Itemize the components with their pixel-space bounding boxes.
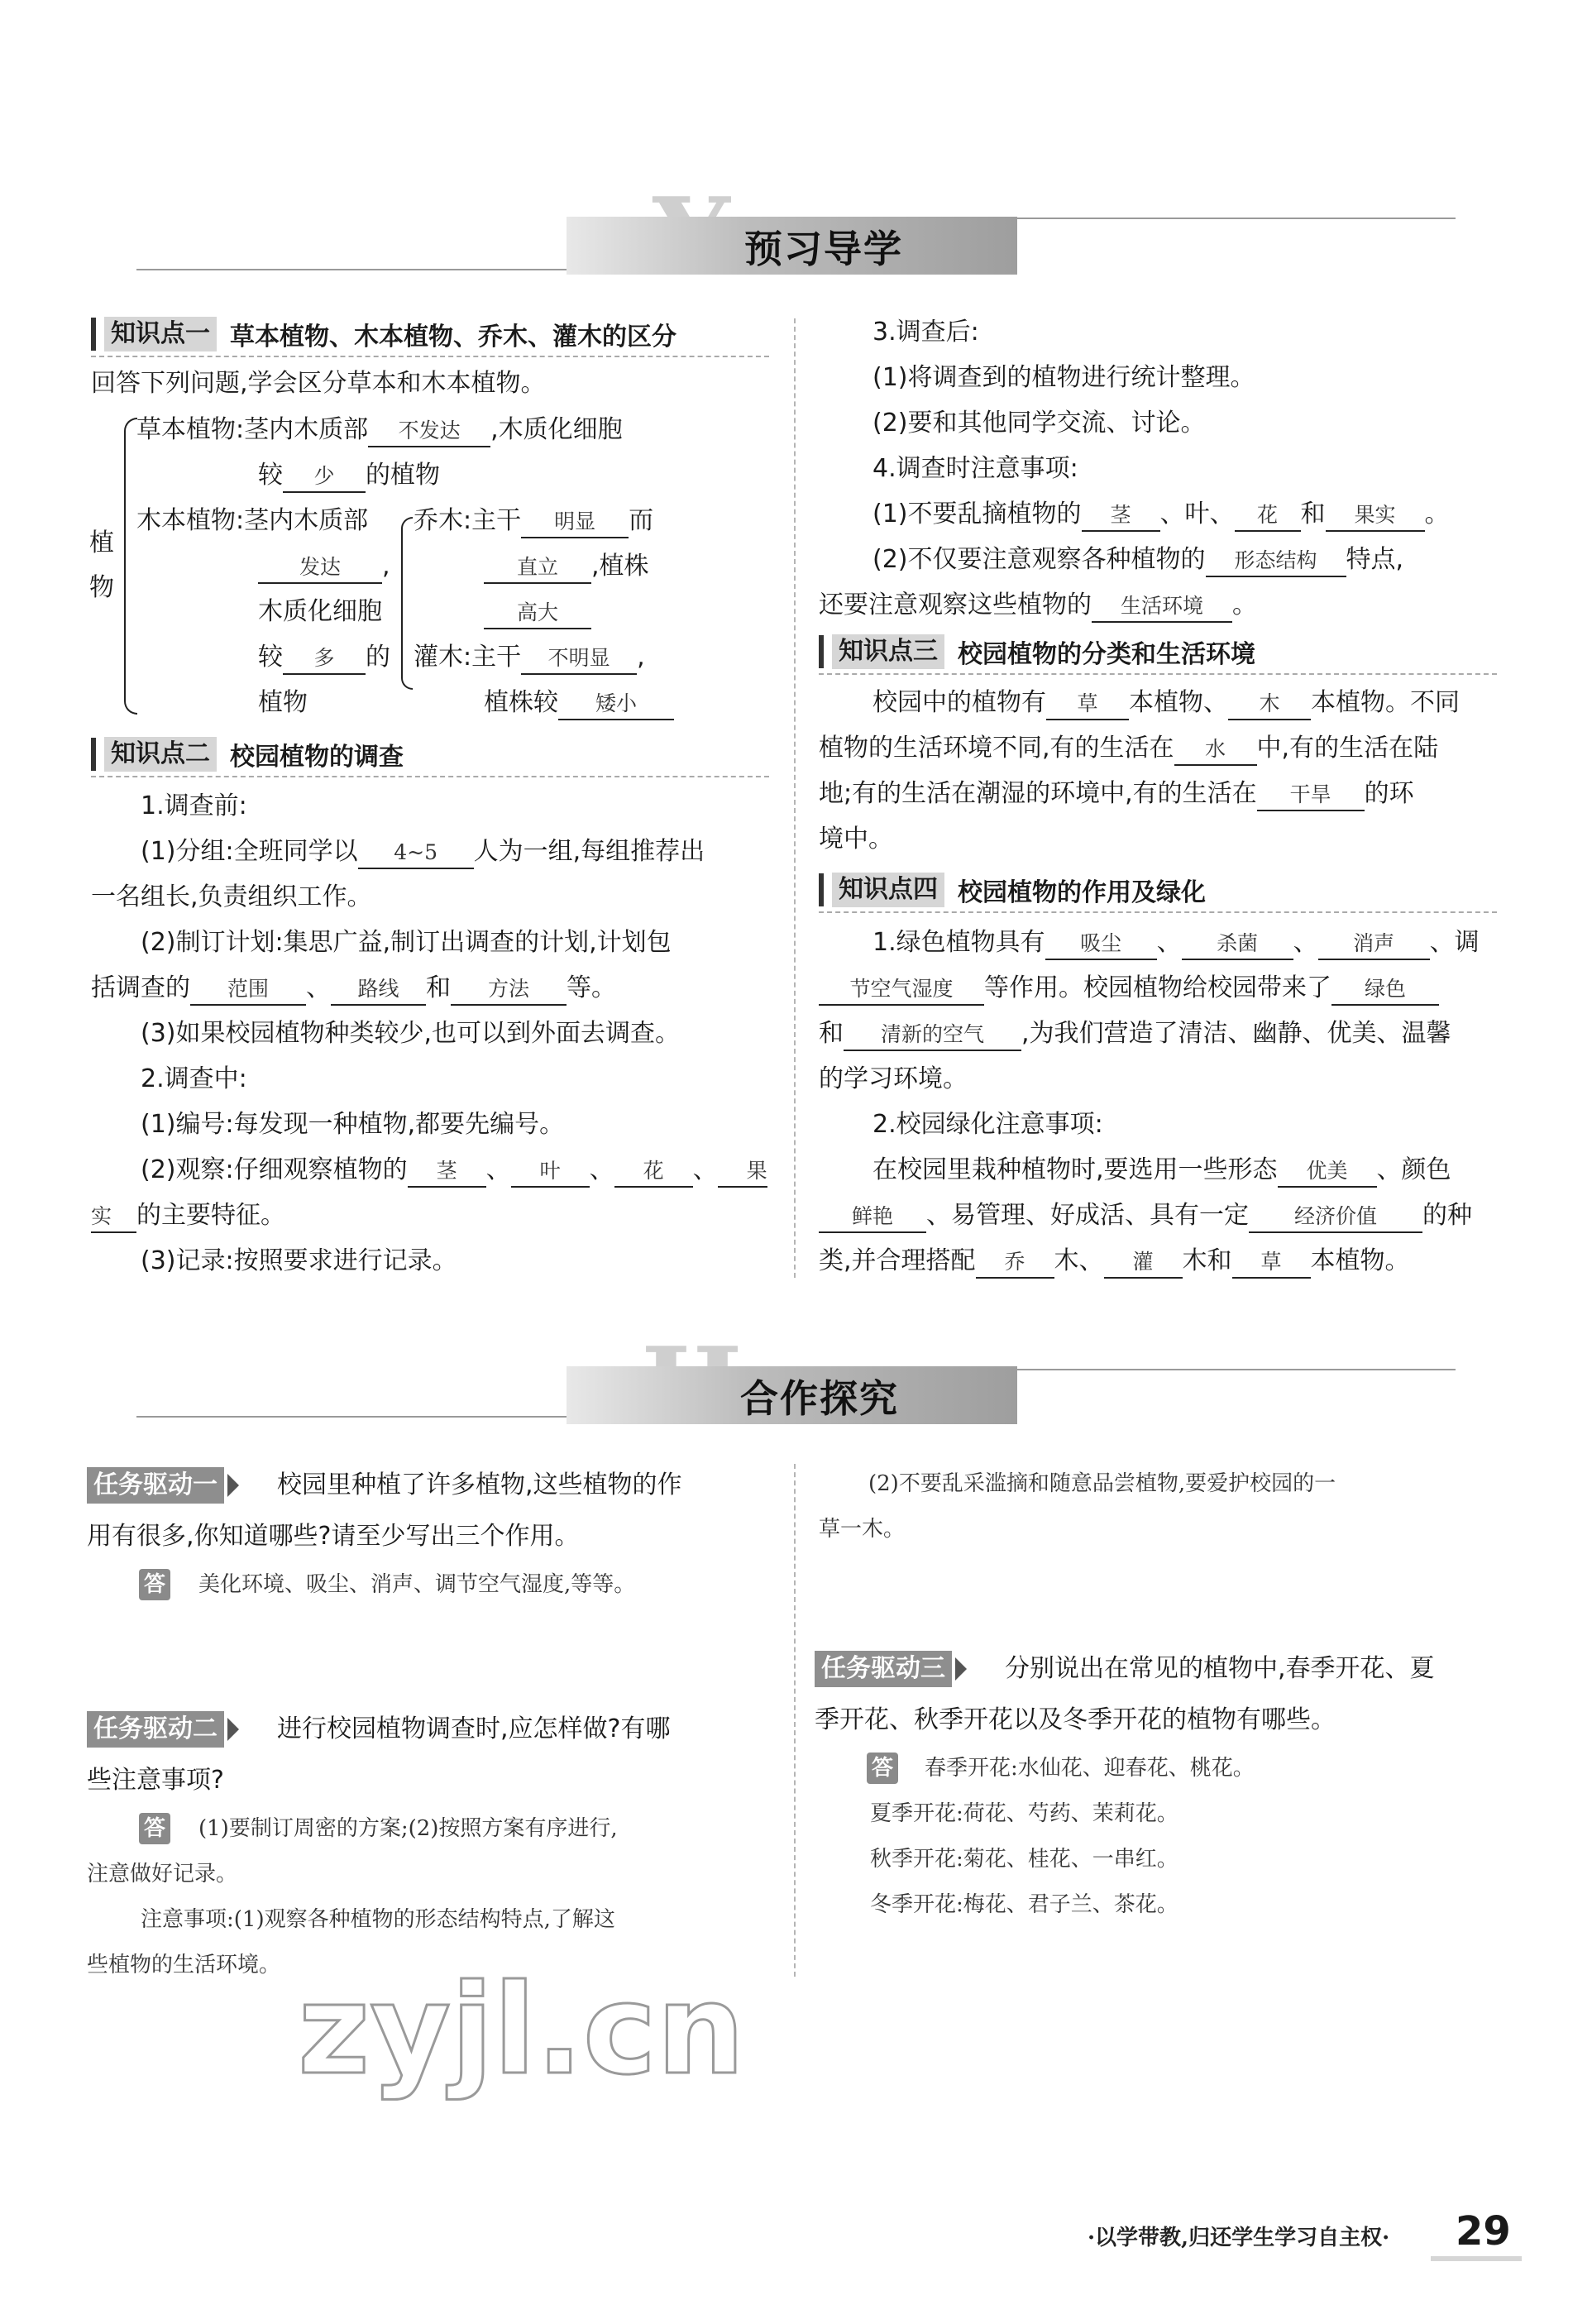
kp2-s2a: (1)编号:每发现一种植物,都要先编号。 bbox=[141, 1110, 565, 1139]
survey-notes-1: (1)不要乱摘植物的 茎 、叶、 花 和 果实 。 bbox=[872, 498, 1450, 532]
tree-line3: 高大 bbox=[484, 595, 591, 629]
kp-tag: 知识点三 bbox=[832, 634, 944, 669]
task-2-header bbox=[87, 1710, 239, 1748]
section-title-coop: 合作探究 bbox=[740, 1376, 899, 1421]
task-2-question-1: 进行校园植物调查时,应怎样做?有哪 bbox=[277, 1714, 671, 1743]
task-1-header bbox=[87, 1466, 239, 1504]
section-line-left bbox=[136, 1416, 567, 1418]
kp-title: 校园植物的分类和生活环境 bbox=[958, 640, 1255, 669]
column-divider-top bbox=[794, 318, 796, 1278]
kp2-s1b: (2)制订计划:集思广益,制订出调查的计划,计划包 bbox=[141, 928, 672, 957]
knowledge-point-1-header bbox=[91, 316, 676, 352]
kp2-s1c: (3)如果校园植物种类较少,也可以到外面去调查。 bbox=[141, 1019, 681, 1048]
column-divider-bottom bbox=[794, 1464, 796, 1977]
kp2-s2b: (2)观察:仔细观察植物的 茎 、 叶 、 花 、 果 bbox=[141, 1154, 767, 1188]
task-2-answer-4: 些植物的生活环境。 bbox=[87, 1953, 281, 1977]
task-2-answer-1: (1)要制订周密的方案;(2)按照方案有序进行, bbox=[198, 1816, 618, 1841]
kp1-intro: 回答下列问题,学会区分草本和木本植物。 bbox=[91, 369, 546, 398]
kp-tag: 知识点二 bbox=[104, 737, 217, 772]
survey-notes-2: (2)不仅要注意观察各种植物的 形态结构 特点, bbox=[872, 543, 1403, 577]
kp4-line4: 的学习环境。 bbox=[819, 1064, 968, 1093]
kp3-line1: 校园中的植物有 草 本植物、 木 本植物。不同 bbox=[872, 686, 1460, 720]
knowledge-point-4-header bbox=[819, 872, 1206, 908]
kp4-line6: 在校园里栽种植物时,要选用一些形态 优美 、颜色 bbox=[872, 1154, 1451, 1188]
kp4-line3: 和 清新的空气 ,为我们营造了清洁、幽静、优美、温馨 bbox=[819, 1017, 1451, 1051]
plant-label: 植物 bbox=[89, 528, 114, 602]
shrub-line2: 植株较 矮小 bbox=[484, 686, 674, 720]
kp2-s1: 1.调查前: bbox=[141, 791, 247, 820]
brace-plants bbox=[124, 418, 137, 715]
knowledge-point-2-header bbox=[91, 736, 404, 772]
kp-title: 校园植物的作用及绿化 bbox=[958, 878, 1206, 907]
answer-icon: 答 bbox=[867, 1753, 898, 1784]
wood-line3: 木质化细胞 bbox=[258, 597, 382, 626]
kp4-line1: 1.绿色植物具有 吸尘 、 杀菌 、 消声 、调 bbox=[872, 926, 1480, 960]
task-2-answer-2: 注意做好记录。 bbox=[87, 1862, 238, 1886]
wood-line4: 较 多 的 bbox=[258, 641, 390, 675]
task-3-answer-4: 冬季开花:梅花、君子兰、茶花。 bbox=[870, 1892, 1178, 1917]
kp-title: 草本植物、木本植物、乔木、灌木的区分 bbox=[230, 323, 676, 351]
kp-tag: 知识点一 bbox=[104, 317, 217, 351]
kp-underline bbox=[91, 356, 769, 357]
section-title-preview: 预习导学 bbox=[744, 227, 903, 271]
survey-after-2: (2)要和其他同学交流、讨论。 bbox=[872, 409, 1206, 438]
kp2-s2: 2.调查中: bbox=[141, 1064, 247, 1093]
kp4-line8: 类,并合理搭配 乔 木、 灌 木和 草 本植物。 bbox=[819, 1245, 1410, 1279]
shrub-line1: 灌木:主干 不明显 , bbox=[414, 641, 645, 675]
task-tag: 任务驱动三 bbox=[815, 1651, 952, 1687]
survey-notes-3: 还要注意观察这些植物的 生活环境 。 bbox=[819, 589, 1257, 623]
task-3-header bbox=[815, 1650, 967, 1688]
herb-line1: 草本植物:茎内木质部 不发达 ,木质化细胞 bbox=[136, 414, 623, 447]
task-tag: 任务驱动一 bbox=[87, 1467, 224, 1504]
herb-line2: 较 少 的植物 bbox=[258, 459, 440, 493]
brace-woody bbox=[401, 517, 413, 690]
survey-after-1: (1)将调查到的植物进行统计整理。 bbox=[872, 363, 1255, 392]
kp2-s1b-cont: 括调查的 范围 、 路线 和 方法 等。 bbox=[91, 972, 616, 1006]
task-3-question-2: 季开花、秋季开花以及冬季开花的植物有哪些。 bbox=[815, 1705, 1336, 1734]
section-line-left bbox=[136, 269, 567, 270]
kp4-line2: 节空气湿度 等作用。校园植物给校园带来了 绿色 bbox=[819, 972, 1439, 1006]
task-2-answer-3: 注意事项:(1)观察各种植物的形态结构特点,了解这 bbox=[141, 1907, 615, 1932]
wood-line5: 植物 bbox=[258, 688, 308, 717]
section-line-right bbox=[1017, 218, 1456, 219]
tree-line1: 乔木:主干 明显 而 bbox=[414, 504, 653, 538]
kp4-line7: 鲜艳 、易管理、好成活、具有一定 经济价值 的种 bbox=[819, 1199, 1472, 1233]
kp-underline bbox=[819, 911, 1497, 913]
task-3-answer-3: 秋季开花:菊花、桂花、一串红。 bbox=[870, 1847, 1178, 1872]
task-3-answer-2: 夏季开花:荷花、芍药、茉莉花。 bbox=[870, 1801, 1178, 1826]
kp4-line5: 2.校园绿化注意事项: bbox=[872, 1110, 1103, 1139]
watermark: zyjl.cn bbox=[298, 1958, 745, 2102]
survey-notes: 4.调查时注意事项: bbox=[872, 454, 1078, 483]
kp3-line2: 植物的生活环境不同,有的生活在 水 中,有的生活在陆 bbox=[819, 732, 1438, 766]
kp-underline bbox=[91, 776, 769, 777]
task-1-question-2: 用有很多,你知道哪些?请至少写出三个作用。 bbox=[87, 1522, 580, 1551]
arrow-right-icon bbox=[227, 1474, 239, 1497]
arrow-right-icon bbox=[955, 1657, 967, 1681]
right-answer-cont-2: 草一木。 bbox=[819, 1517, 906, 1542]
kp3-line3: 地;有的生活在潮湿的环境中,有的生活在 干旱 的环 bbox=[819, 777, 1414, 811]
tree-line2: 直立 ,植株 bbox=[484, 550, 649, 584]
page-number-underline bbox=[1431, 2256, 1522, 2261]
answer-icon: 答 bbox=[139, 1813, 170, 1844]
kp-underline bbox=[819, 673, 1497, 675]
knowledge-point-3-header bbox=[819, 634, 1255, 670]
section-line-right bbox=[1017, 1369, 1456, 1370]
wood-line2: 发达 , bbox=[258, 550, 390, 584]
wood-line1: 木本植物:茎内木质部 bbox=[136, 506, 369, 535]
kp-title: 校园植物的调查 bbox=[230, 743, 404, 772]
task-3-question-1: 分别说出在常见的植物中,春季开花、夏 bbox=[1005, 1654, 1435, 1683]
task-1-answer: 美化环境、吸尘、消声、调节空气湿度,等等。 bbox=[198, 1572, 636, 1597]
kp2-s2c: (3)记录:按照要求进行记录。 bbox=[141, 1246, 457, 1275]
kp2-s1a: (1)分组:全班同学以 4~5 人为一组,每组推荐出 bbox=[141, 835, 705, 869]
task-2-question-2: 些注意事项? bbox=[87, 1766, 224, 1795]
right-answer-cont-1: (2)不要乱采滥摘和随意品尝植物,要爱护校园的一 bbox=[868, 1471, 1336, 1496]
kp2-s2b-cont: 实 的主要特征。 bbox=[91, 1199, 285, 1233]
task-tag: 任务驱动二 bbox=[87, 1711, 224, 1748]
footer-slogan: ·以学带教,归还学生学习自主权· bbox=[1088, 2226, 1390, 2250]
arrow-right-icon bbox=[227, 1718, 239, 1741]
answer-icon: 答 bbox=[139, 1569, 170, 1600]
task-3-answer-1: 春季开花:水仙花、迎春花、桃花。 bbox=[925, 1756, 1255, 1781]
kp3-line4: 境中。 bbox=[819, 825, 893, 854]
kp-tag: 知识点四 bbox=[832, 873, 944, 907]
page-number: 29 bbox=[1456, 2208, 1511, 2255]
survey-after: 3.调查后: bbox=[872, 318, 979, 347]
task-1-question-1: 校园里种植了许多植物,这些植物的作 bbox=[277, 1470, 682, 1499]
kp2-s1a-cont: 一名组长,负责组织工作。 bbox=[91, 882, 372, 911]
